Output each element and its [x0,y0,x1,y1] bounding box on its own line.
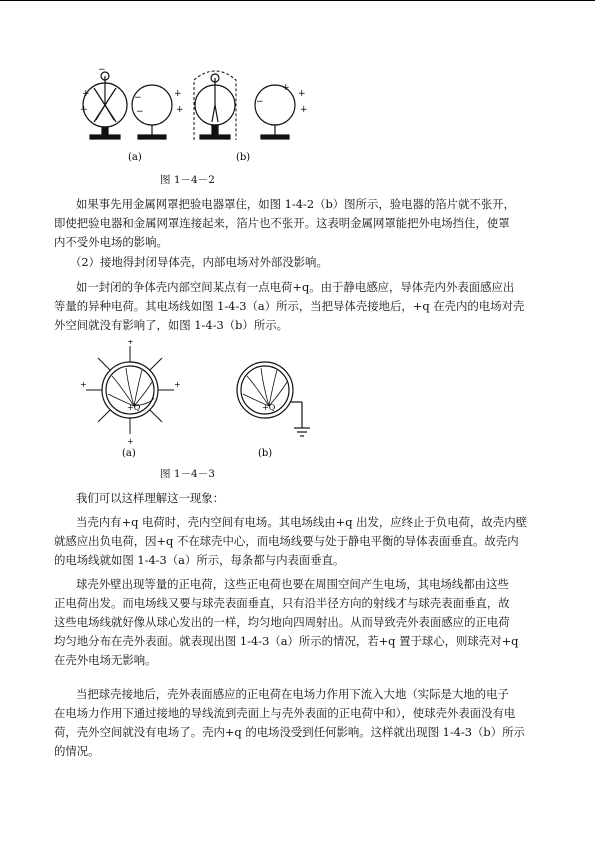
paragraph-1 [54,195,544,252]
paragraph-3 [54,278,544,335]
fig142b-sphere-right [255,85,295,139]
paragraph-2 [54,253,544,272]
p6-line-5: 在壳外电场无影响。 [54,653,157,667]
p3-line-1: 如一封闭的争体壳内部空间某点有一点电荷+q。由于静电感应，导体壳内外表面感应出 [76,280,515,294]
p3-line-3: 外空间就没有影响了，如图 1-4-3（b）所示。 [54,318,288,332]
p7-line-2: 在电场力作用下通过接地的导线流到壳面上与壳外表面的正电荷中和），使球壳外表面没有电 [54,706,516,720]
p5-line-2: 就感应出负电荷，因+q 不在球壳中心，而电场线要与处于静电平衡的导体表面垂直。故壳内 [54,534,519,548]
paragraph-7 [54,685,544,761]
fig143b-ground-wire [291,402,310,436]
p7-line-1: 当把球壳接地后，壳外表面感应的正电荷在电场力作用下流入大地（实际是大地的电子 [76,687,509,701]
fig143b-charge-label: +Q [262,403,276,412]
fig143-label-b: (b) [258,448,273,459]
paragraph-4 [54,489,544,508]
p1-line-3: 内不受外电场的影响。 [54,235,168,249]
fig143a-plus-right: + [174,380,181,389]
fig142b-plus-2: + [300,105,308,115]
figure-1-4-3 [80,340,310,465]
fig142a-minus-3: − [136,107,144,117]
p1-line-2: 即使把验电器和金属网罩连接起来，箔片也不张开。这表明金属网罩能把外电场挡住，使罩 [54,216,510,230]
p6-line-2: 正电荷出发。而电场线又要与球壳表面垂直，只有沿半径方向的射线才与球壳表面垂直，故 [54,596,510,610]
p5-line-1: 当壳内有+q 电荷时，壳内空间有电场。其电场线由+q 出发，应终止于负电荷，故壳内壁 [76,515,527,529]
p7-line-4: 的情况。 [54,744,100,758]
p5-line-3: 的电场线就如图 1-4-3（a）所示，每条都与内表面垂直。 [54,553,345,567]
p6-line-4: 均匀地分布在壳外表面。就表现出图 1-4-3（a）所示的情况，若+q 置于球心，则球壳对+q [54,634,519,648]
p4-line-1: 我们可以这样理解这一现象： [76,491,225,505]
fig142b-electroscope [195,74,235,139]
p2-line-1: （2）接地得封闭导体壳，内部电场对外部没影响。 [70,255,328,269]
p7-line-3: 荷，壳外空间就没有电场了。壳内+q 的电场没受到任何影响。这样就出现图 1-4-3（b）所示 [54,725,525,739]
paragraph-6 [54,575,544,670]
fig143-label-a: (a) [122,448,136,459]
fig143a-plus-left: + [80,380,87,389]
fig142-caption: 图 1－4－2 [160,174,215,186]
fig143a-plus-bottom: + [127,437,134,446]
fig142a-plus-4: + [176,105,184,115]
fig142b-plus-1: + [298,89,306,99]
fig142a-plus-1: + [82,89,90,99]
fig142a-minus-2: − [134,93,142,103]
p3-line-2: 等量的异种电荷。其电场线如图 1-4-3（a）所示，当把导体壳接地后，+q 在壳内的电场对壳 [54,299,525,313]
p1-line-1: 如果事先用金属网罩把验电器罩住，如图 1-4-2（b）图所示，验电器的箔片就不张开， [76,197,516,211]
figure-1-4-2 [70,60,330,170]
fig142b-plus-3: + [282,83,290,93]
page-top-rule [0,0,595,1]
p6-line-3: 这些电场线就好像从球心发出的一样，均匀地向四周射出。从而导致壳外表面感应的正电荷 [54,615,510,629]
paragraph-5 [54,513,544,570]
p6-line-1: 球壳外壁出现等量的正电荷，这些正电荷也要在周围空间产生电场，其电场线都由这些 [76,577,509,591]
fig142a-minus-1: − [98,65,106,75]
fig143-caption: 图 1－4－3 [160,468,215,480]
fig142-label-a: (a) [128,152,142,163]
fig143b-inner-field-lines [243,368,287,406]
fig142-label-b: (b) [236,152,251,163]
fig143a-charge-label: +Q [127,403,141,412]
fig142a-plus-2: + [80,105,88,115]
fig143a-plus-top: + [127,340,134,346]
fig142a-electroscope-left [83,72,127,139]
fig142a-plus-3: + [174,89,182,99]
fig142b-minus-1: − [256,97,264,107]
